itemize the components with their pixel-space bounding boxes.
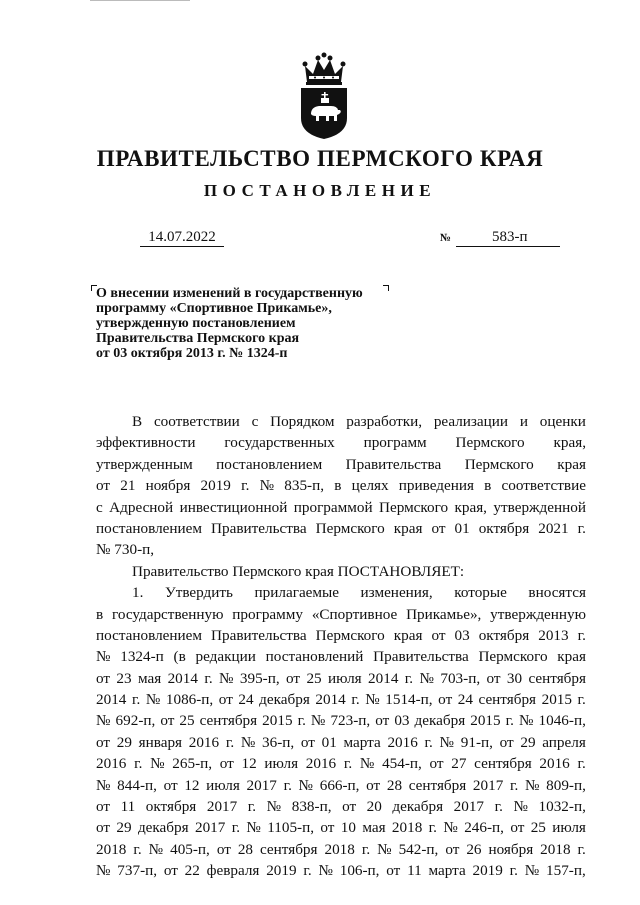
body-line <box>96 604 586 625</box>
body-word: 22 <box>184 862 200 880</box>
body-word: Правительства <box>211 519 307 537</box>
body-word: г. <box>231 819 241 837</box>
body-word: края <box>393 626 423 644</box>
body-word: от <box>375 712 390 730</box>
body-word: 01 <box>454 519 470 537</box>
body-word: 157-п, <box>546 862 586 880</box>
body-word: от <box>431 626 446 644</box>
subject-line: от 03 октября 2013 г. № 1324-п <box>96 346 288 361</box>
body-word: ноября <box>145 477 191 495</box>
body-word: сентября <box>478 691 537 709</box>
body-word: 2016 <box>305 755 337 773</box>
body-word: края, <box>454 498 487 516</box>
body-word: утвержденную <box>490 605 586 623</box>
subject-line: утвержденную постановлением <box>96 316 296 331</box>
body-word: 29 <box>116 819 132 837</box>
body-line <box>96 411 586 432</box>
body-word: от <box>218 691 233 709</box>
body-word: 36-п, <box>262 733 295 751</box>
body-word: от <box>486 669 501 687</box>
body-word: 835-п, <box>284 477 325 495</box>
body-word: 24 <box>457 691 473 709</box>
body-word: края, <box>553 434 586 452</box>
number-sign: № <box>440 232 452 244</box>
body-word: от <box>342 798 357 816</box>
body-word: от <box>96 819 111 837</box>
body-word: в <box>96 605 104 623</box>
body-word: 405-п, <box>170 840 210 858</box>
body-word: г. <box>577 626 586 644</box>
body-word: 2013 <box>538 626 569 644</box>
body-word: декабря <box>414 712 466 730</box>
body-word: г. <box>134 755 143 773</box>
body-word: октября <box>145 798 197 816</box>
body-word: 29 <box>520 733 536 751</box>
document-body <box>96 411 586 882</box>
body-word: 692-п, <box>115 712 156 730</box>
body-word: г. <box>283 776 292 794</box>
body-word: 2016 <box>387 733 418 751</box>
body-word: г. <box>577 755 586 773</box>
body-word: края <box>557 455 586 473</box>
body-word: г. <box>204 669 213 687</box>
body-word: и <box>519 413 528 430</box>
body-word: 25 <box>179 712 195 730</box>
body-line <box>96 860 586 881</box>
body-word: 838-п, <box>291 798 332 816</box>
body-word: государственную <box>112 605 224 623</box>
body-word: 2019 <box>266 862 297 880</box>
body-word: 28 <box>237 840 254 858</box>
body-word: 25 <box>306 669 322 687</box>
body-line <box>96 625 586 646</box>
body-word: ноября <box>488 840 534 858</box>
body-word: № <box>439 733 455 751</box>
body-word: приведения <box>398 477 474 495</box>
body-word: № <box>318 862 333 880</box>
body-word: 1. <box>132 584 144 602</box>
body-word: от <box>286 669 301 687</box>
body-word: марта <box>343 733 381 751</box>
body-word: от <box>160 712 175 730</box>
body-word: № <box>96 776 111 794</box>
body-word: 03 <box>394 712 410 730</box>
body-word: в <box>334 477 342 495</box>
subject-heading <box>96 286 396 361</box>
document-number: 583-п <box>492 229 528 245</box>
body-word: Утвердить <box>164 584 233 602</box>
body-word: 24 <box>238 691 254 709</box>
body-word: 1105-п, <box>267 819 315 837</box>
body-word: от <box>163 862 178 880</box>
body-word: Правительства <box>345 455 442 473</box>
body-word: разработки, <box>346 413 423 430</box>
body-word: г. <box>131 691 141 709</box>
body-word: программ <box>363 434 427 452</box>
body-word: с <box>96 498 103 516</box>
body-line <box>96 753 586 774</box>
body-line <box>96 582 586 603</box>
body-word: января <box>138 733 183 751</box>
body-word: 2016 <box>539 755 570 773</box>
government-title: ПРАВИТЕЛЬСТВО ПЕРМСКОГО КРАЯ <box>96 146 544 171</box>
body-word: от <box>386 862 401 880</box>
body-word: г. <box>343 755 353 773</box>
body-word: г. <box>577 691 586 709</box>
body-word: г. <box>509 862 518 880</box>
body-word: июля <box>264 755 299 773</box>
body-word: постановлением <box>96 626 203 644</box>
body-word: от <box>445 840 460 858</box>
body-word: 2014 <box>315 691 346 709</box>
body-word: г. <box>297 712 306 730</box>
body-line: Правительство Пермского края ПОСТАНОВЛЯЕТ: <box>132 562 465 580</box>
body-word: марта <box>428 862 466 880</box>
body-word: Порядком <box>270 413 335 430</box>
body-line <box>96 454 586 475</box>
body-word: 2021 <box>538 519 569 537</box>
body-word: г. <box>361 840 371 858</box>
body-line <box>96 732 586 753</box>
body-word: мая <box>137 669 162 687</box>
body-word: г. <box>225 733 235 751</box>
body-word: 01 <box>321 733 337 751</box>
body-word: г. <box>509 776 519 794</box>
body-word: от <box>96 733 111 751</box>
body-line <box>96 432 586 453</box>
body-word: г. <box>494 798 503 816</box>
body-line <box>96 668 586 689</box>
body-word: г. <box>424 733 433 751</box>
body-word: от <box>429 755 444 773</box>
body-word: с <box>251 413 259 430</box>
body-word: Правительства <box>373 648 469 666</box>
body-word: г. <box>404 669 414 687</box>
body-line <box>96 839 586 860</box>
body-word: 1086-п, <box>165 691 214 709</box>
body-word: утвержденной <box>493 498 586 516</box>
body-word: № <box>377 840 392 858</box>
body-word: Пермского <box>379 498 449 516</box>
body-word: утвержденным <box>96 455 193 473</box>
body-word: 2017 <box>194 819 226 837</box>
body-word: № <box>145 691 161 709</box>
body-word: эффективности <box>96 434 196 452</box>
body-word: от <box>499 733 514 751</box>
body-word: от <box>96 798 111 816</box>
document-type: ПОСТАНОВЛЕНИЕ <box>203 181 437 200</box>
body-word: 2018 <box>96 840 127 858</box>
body-word: 2015 <box>262 712 293 730</box>
body-word: декабря <box>137 819 189 837</box>
body-word: 2015 <box>541 691 572 709</box>
body-word: 454-п, <box>382 755 422 773</box>
body-word: изменения, <box>360 584 433 602</box>
body-word: от <box>96 669 111 687</box>
body-word: от <box>216 840 231 858</box>
body-word: края <box>557 648 586 666</box>
body-word: сентября <box>199 712 258 730</box>
body-word: 2014 <box>96 691 127 709</box>
body-line <box>96 646 586 667</box>
body-word: инвестиционной <box>179 498 288 516</box>
body-word: 2016 <box>188 733 220 751</box>
body-word: «Спортивное <box>311 605 398 623</box>
body-word: декабря <box>392 798 444 816</box>
document-number-field <box>456 228 560 247</box>
body-word: соответствие <box>501 477 586 495</box>
body-word: 1514-п, <box>385 691 433 709</box>
body-word: постановлением <box>96 519 203 537</box>
body-word: 2019 <box>472 862 503 880</box>
document-date: 14.07.2022 <box>140 228 224 247</box>
body-word: края <box>393 519 423 537</box>
body-word: № <box>298 776 314 794</box>
body-word: № <box>266 798 282 816</box>
body-word: 2014 <box>368 669 399 687</box>
body-word: октября <box>478 519 530 537</box>
body-word: сентября <box>408 776 467 794</box>
body-word: которые <box>454 584 507 602</box>
body-line: № 730-п, <box>96 541 155 559</box>
body-word: 2017 <box>206 798 238 816</box>
body-word: В <box>132 413 143 430</box>
body-word: 2017 <box>472 776 504 794</box>
body-word: февраля <box>206 862 260 880</box>
body-word: от <box>510 819 525 837</box>
body-word: 27 <box>451 755 467 773</box>
body-word: № <box>518 712 534 730</box>
body-word: 11 <box>407 862 422 880</box>
body-word: № <box>359 755 375 773</box>
body-line <box>96 689 586 710</box>
body-word: октября <box>478 626 530 644</box>
body-line <box>96 796 586 817</box>
body-word: июля <box>552 819 586 837</box>
body-line <box>96 775 586 796</box>
body-word: государственных <box>224 434 335 452</box>
body-word: 666-п, <box>319 776 360 794</box>
body-word: 91-п, <box>460 733 493 751</box>
body-word: 703-п, <box>440 669 481 687</box>
body-word: 2015 <box>470 712 501 730</box>
body-word: 29 <box>116 733 132 751</box>
body-word: № <box>219 669 234 687</box>
body-word: № <box>524 776 540 794</box>
perm-krai-coat-of-arms-icon <box>299 52 349 140</box>
body-word: г. <box>247 798 257 816</box>
body-word: 11 <box>120 798 136 816</box>
body-word: соответствии <box>153 413 240 430</box>
body-word: г. <box>241 477 250 495</box>
body-word: от <box>163 776 178 794</box>
body-word: декабря <box>259 691 310 709</box>
body-word: 2018 <box>324 840 355 858</box>
body-word: программой <box>293 498 373 516</box>
body-word: № <box>96 712 111 730</box>
body-word: июля <box>328 669 362 687</box>
body-word: № <box>513 798 528 816</box>
body-word: от <box>431 519 446 537</box>
body-word: от <box>438 691 453 709</box>
body-line <box>96 710 586 731</box>
body-word: от <box>219 755 234 773</box>
body-word: 2018 <box>391 819 423 837</box>
body-word: № <box>96 862 111 880</box>
body-word: № <box>148 840 164 858</box>
body-word: 246-п, <box>464 819 504 837</box>
body-word: г. <box>577 519 586 537</box>
body-word: Правительства <box>211 626 307 644</box>
body-word: 1046-п, <box>538 712 586 730</box>
body-word: Пермского <box>455 434 525 452</box>
body-word: г. <box>505 712 514 730</box>
body-word: № <box>150 755 165 773</box>
subject-line: Правительства Пермского края <box>96 331 300 346</box>
body-word: 30 <box>506 669 523 687</box>
body-word: 265-п, <box>172 755 213 773</box>
body-word: от <box>300 733 315 751</box>
body-word: 737-п, <box>117 862 158 880</box>
body-word: (в <box>173 648 186 666</box>
body-word: от <box>320 819 335 837</box>
body-word: 20 <box>366 798 382 816</box>
body-word: 809-п, <box>546 776 586 794</box>
body-word: 542-п, <box>398 840 439 858</box>
body-word: Прикамье», <box>406 605 482 623</box>
body-word: 1032-п, <box>538 798 586 816</box>
body-word: целях <box>351 477 389 495</box>
body-word: г. <box>351 691 360 709</box>
body-word: № <box>443 819 458 837</box>
body-word: оценки <box>539 413 586 430</box>
body-word: 395-п, <box>239 669 280 687</box>
body-word: 25 <box>530 819 546 837</box>
body-word: сентября <box>259 840 318 858</box>
body-word: постановлений <box>265 648 364 666</box>
body-word: № <box>240 733 256 751</box>
body-word: 28 <box>386 776 403 794</box>
body-word: сентября <box>528 669 586 687</box>
body-word: реализации <box>433 413 509 430</box>
body-word: 844-п, <box>117 776 157 794</box>
body-word: 21 <box>120 477 136 495</box>
body-line <box>96 497 586 518</box>
body-word: от <box>96 477 111 495</box>
body-word: № <box>419 669 434 687</box>
body-word: Пермского <box>478 648 548 666</box>
body-word: № <box>246 819 261 837</box>
body-word: № <box>365 691 380 709</box>
body-word: прилагаемые <box>254 584 339 602</box>
body-word: Адресной <box>109 498 174 516</box>
body-word: 23 <box>116 669 132 687</box>
body-word: от <box>366 776 381 794</box>
body-word: программу <box>232 605 303 623</box>
body-word: апреля <box>542 733 586 751</box>
body-word: 2019 <box>200 477 231 495</box>
body-word: № <box>524 862 540 880</box>
body-word: 2018 <box>540 840 571 858</box>
body-word: 12 <box>184 776 200 794</box>
body-word: 03 <box>454 626 470 644</box>
body-word: 1324-п <box>120 648 164 666</box>
body-line <box>96 518 586 539</box>
body-word: 2014 <box>167 669 198 687</box>
body-line <box>96 475 586 496</box>
body-word: сентября <box>474 755 532 773</box>
body-word: г. <box>428 819 437 837</box>
body-word: Пермского <box>464 455 534 473</box>
body-word: 2017 <box>453 798 485 816</box>
body-line <box>96 817 586 838</box>
body-word: 2017 <box>246 776 277 794</box>
body-word: 12 <box>241 755 257 773</box>
body-word: 723-п, <box>330 712 371 730</box>
body-word: 10 <box>340 819 356 837</box>
body-word: постановлением <box>216 455 323 473</box>
body-word: Пермского <box>315 626 385 644</box>
body-word: 2016 <box>96 755 127 773</box>
body-word: редакции <box>195 648 256 666</box>
subject-line: программу «Спортивное Прикамье», <box>96 301 332 316</box>
subject-line: О внесении изменений в государственную <box>96 286 363 301</box>
body-word: г. <box>577 840 586 858</box>
body-word: вносятся <box>528 584 586 602</box>
body-word: 106-п, <box>339 862 380 880</box>
body-word: № <box>259 477 275 495</box>
body-word: Пермского <box>315 519 385 537</box>
body-word: июля <box>206 776 240 794</box>
body-word: г. <box>303 862 312 880</box>
body-word: г. <box>133 840 142 858</box>
body-word: мая <box>362 819 386 837</box>
body-word: № <box>310 712 326 730</box>
body-word: № <box>96 648 111 666</box>
body-word: в <box>484 477 492 495</box>
top-rule <box>90 0 190 1</box>
body-word: 26 <box>466 840 482 858</box>
